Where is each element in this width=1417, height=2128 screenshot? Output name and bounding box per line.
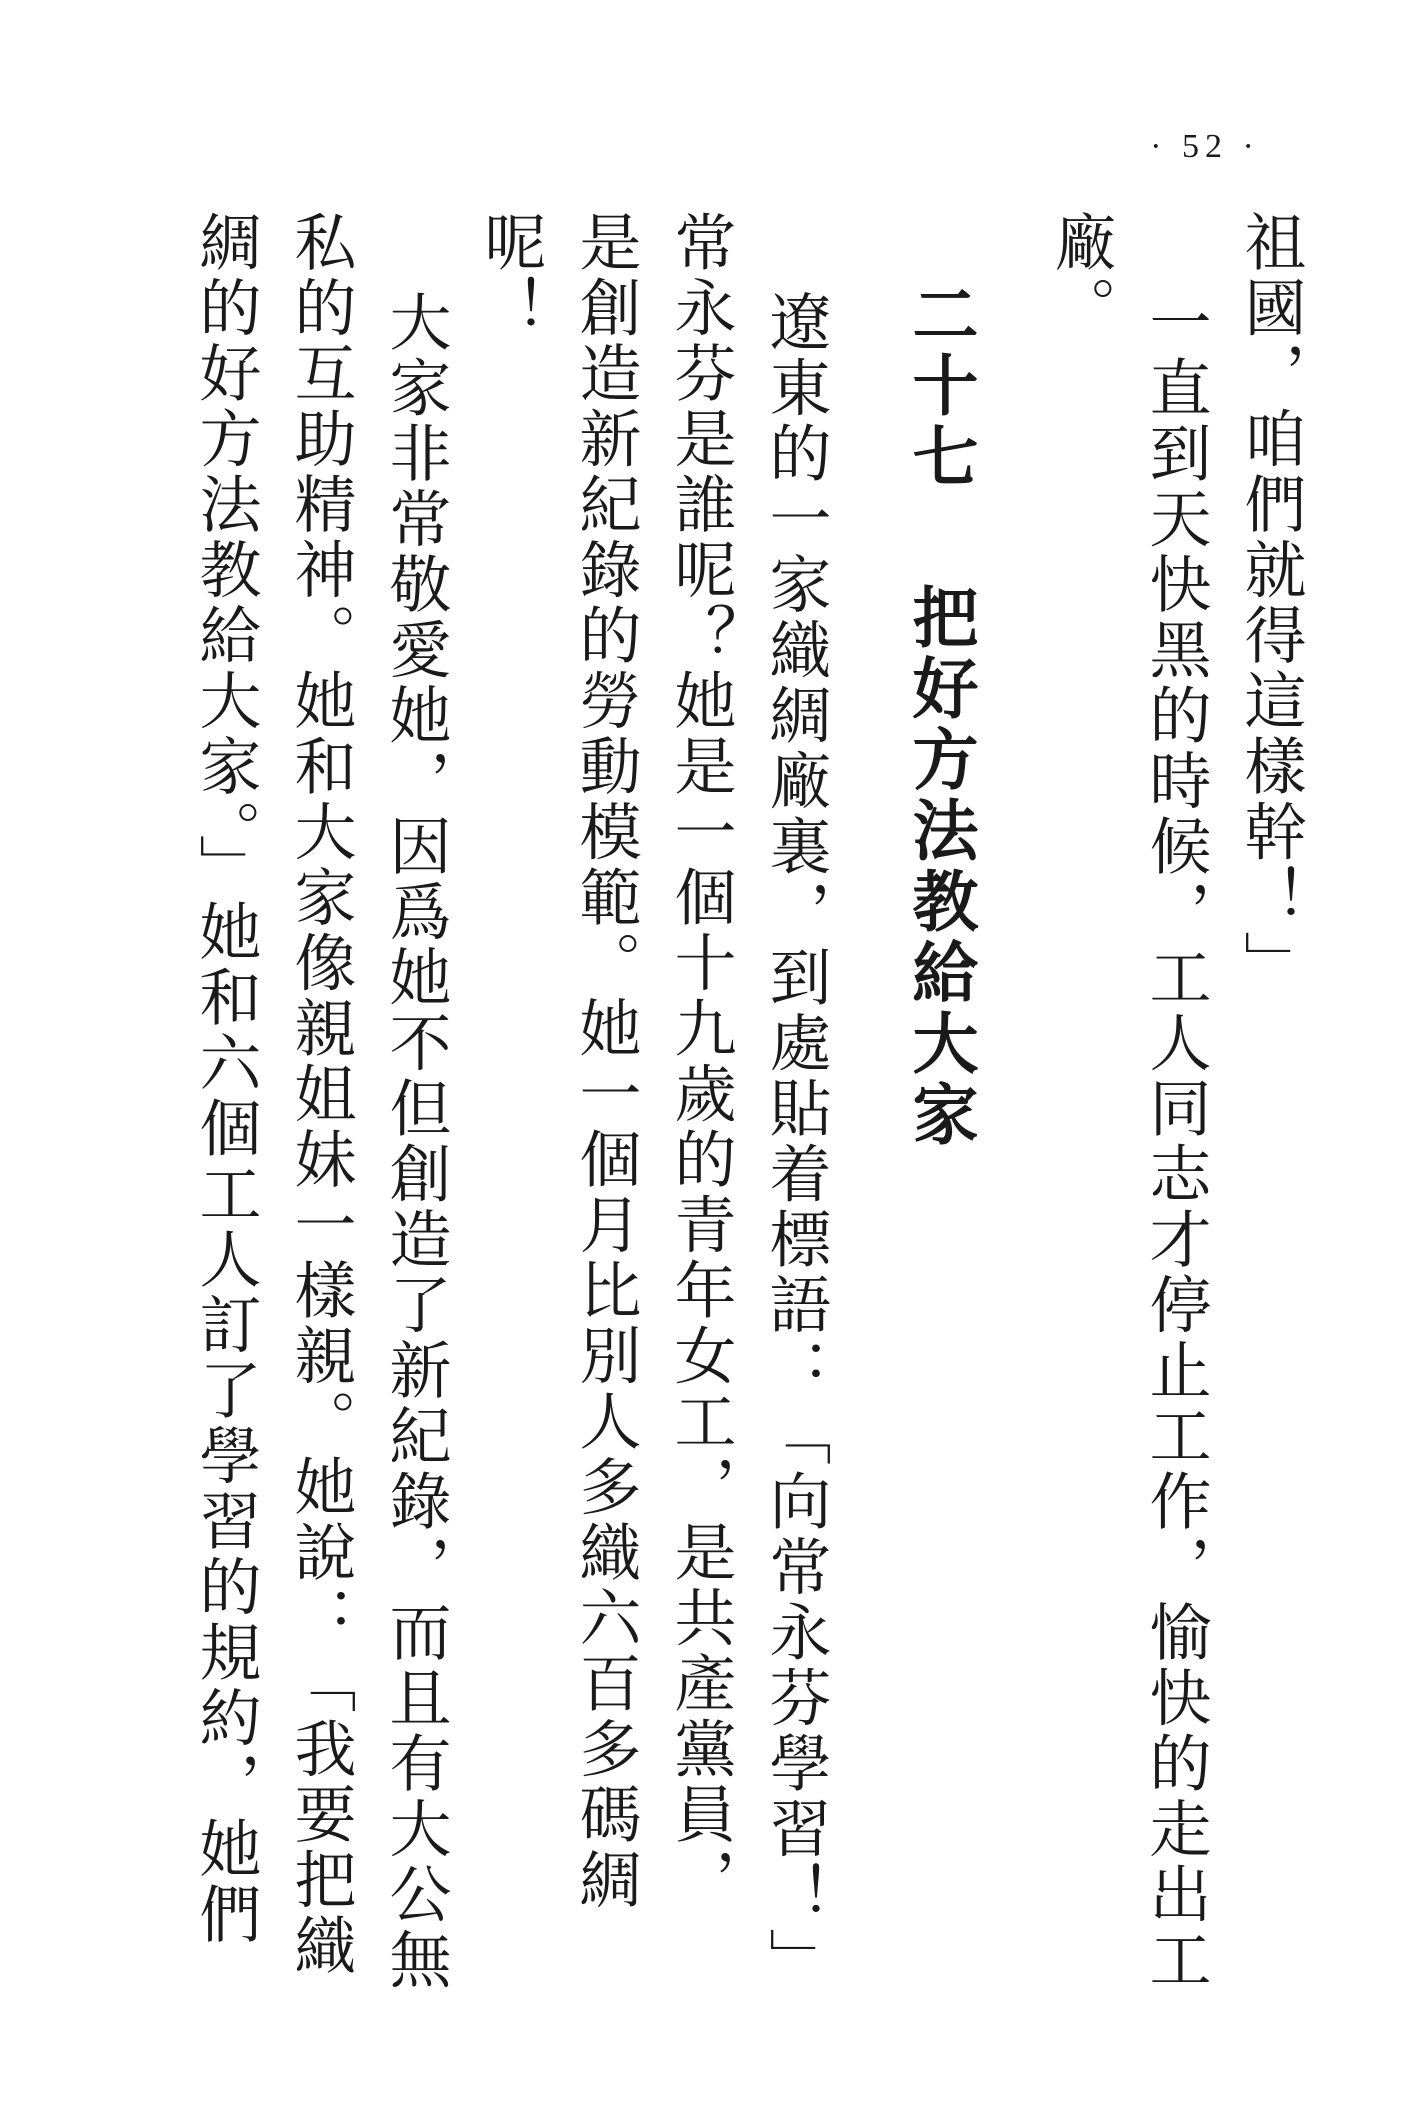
chapter-number: 二十七: [901, 280, 979, 493]
text-column-9: 大家非常敬愛她，因爲她不但創造了新紀錄，而且有大公無: [379, 290, 452, 1993]
text-column-3: 廠。: [1044, 210, 1117, 341]
text-column-1: 祖國，咱們就得這樣幹！」: [1234, 210, 1307, 996]
text-column-6: 常永芬是誰呢？她是一個十九歲的青年女工，是共產黨員，: [664, 210, 737, 1913]
text-column-7: 是創造新紀錄的勞動模範。她一個月比別人多織六百多碼綢: [569, 210, 642, 1913]
text-column-11: 綢的好方法教給大家。」她和六個工人訂了學習的規約，她們: [189, 210, 262, 1948]
chapter-heading: [900, 280, 980, 1151]
page-number: · 52 ·: [1150, 128, 1260, 165]
text-column-10: 私的互助精神。她和大家像親姐妹一樣親。她說：「我要把織: [284, 210, 357, 1979]
chapter-title: 把好方法教給大家: [901, 583, 979, 1151]
text-column-2: 一直到天快黑的時候，工人同志才停止工作，愉快的走出工: [1139, 290, 1212, 1993]
text-column-5: 遼東的一家織綢廠裏，到處貼着標語：「向常永芬學習！」: [759, 290, 832, 1993]
text-column-8: 呢！: [474, 210, 547, 341]
